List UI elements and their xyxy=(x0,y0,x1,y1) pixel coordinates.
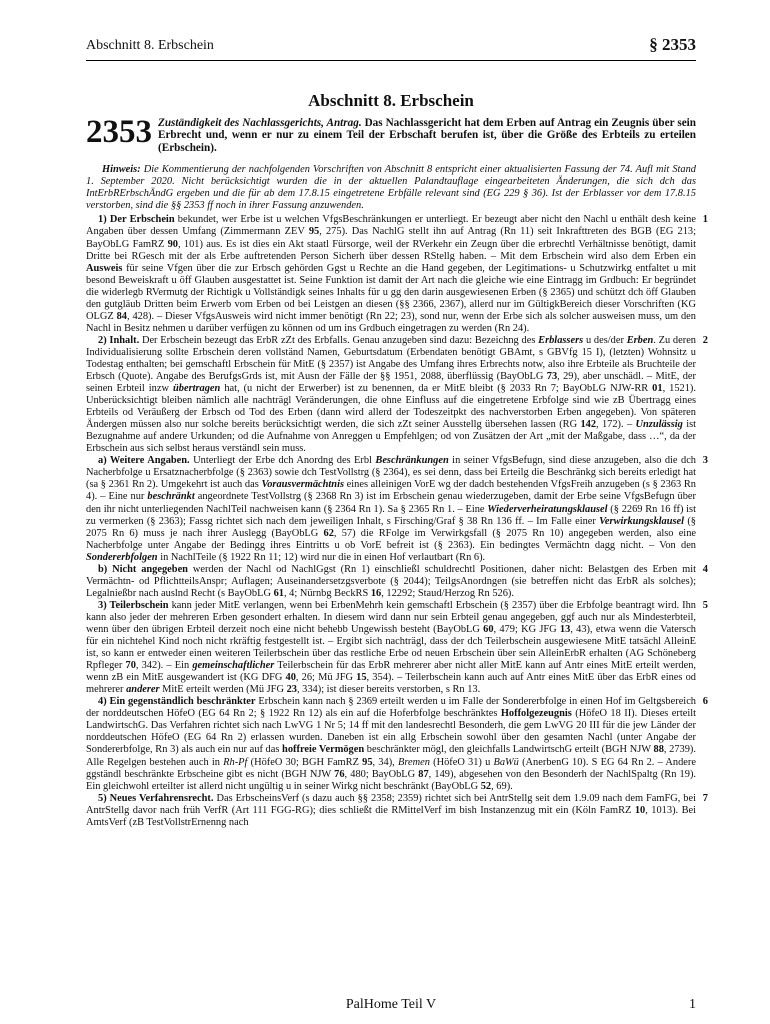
paragraph-text-run: , 4; Nürnbg BeckRS xyxy=(283,587,371,599)
paragraph-text-run: , 342). – Ein xyxy=(135,660,193,672)
paragraph-text-run: , 149), abgesehen von den Besonderh der NachlSpaltg (Rn 19). Ein gleichwohl erteilter ist allerd nicht ungültig u in seiner Wirkg nicht beschränkt (BayObLG xyxy=(86,768,696,792)
paragraph-text-run: Unzulässig xyxy=(635,419,683,431)
paragraph-text-run: , 101) aus. Es ist dies ein Akt staatl Fürsorge, weil der RVerkehr ein Zeugn über die erbrechtl Verhältnisse benötigt, damit Dritte bei RGesch mit der als Erbe auftretenden Person Sicherh über dessen RStellg haben. – Mit dem Erbschein wird also dem Erben ein xyxy=(86,238,697,262)
commentary-paragraph xyxy=(86,334,708,455)
paragraph-text-run: hat, (u nicht der Erwerber) ist zu benennen, da er MitE bleibt (§ 2033 Rn 7; BayObLG NJW-RR xyxy=(220,383,653,395)
margin-number: 3 xyxy=(702,455,708,467)
paragraph-text-run: Vorausvermächtnis xyxy=(261,479,345,491)
note-label: Hinweis: xyxy=(102,164,141,176)
statute-body: Das Nachlassgericht hat dem Erben auf Antrag ein Zeugnis über sein Erbrecht und, wenn er nur zu einem Teil der Erbschaft berufen ist, über die Größe des Erbteils zu erteilen (Erbschein). xyxy=(158,117,696,154)
paragraph-text-run: 52 xyxy=(480,780,492,792)
paragraph-text-run: für seine Vfgen über die zur Erbsch gehörden Ggst u Rechte an die Hand gegeben, der Legitimations- u Schutzwirkg entfaltet u mit besond Beweiskraft u öff Glauben ausgestattet ist. Seine Funktion ist damit der Art nach die gleiche wie eine Eintragg im Grdbuch: Er begründet die widerlegb RVermutg der Richtigk u Vollständigk seines Inhalts für u gg den darin ausgewiesenen Erben (§ 2365) und schützt dch öff Glauben den gutgläub Dritten beim Erwerb vom Erben od bei Leistgen an diesen (§§ 2366, 2367), allerd nur im GültigkBereich dieser Vorschriften (KG OLGZ xyxy=(86,262,696,322)
paragraph-text-run: , 2739). Alle Regelgen bestehen auch in xyxy=(86,744,696,768)
paragraph-text-run: Erblassers xyxy=(538,334,584,346)
paragraph-text-run: beschränkter mögl, den gleichfalls LandwirtschG erteilt (BGH NJW xyxy=(364,744,654,756)
paragraph-text-run: Ausweis xyxy=(86,262,123,274)
header-paragraph-number: § 2353 xyxy=(649,35,696,54)
commentary-paragraph xyxy=(86,214,708,334)
margin-number: 4 xyxy=(702,563,708,575)
paragraph-text-run: 15 xyxy=(356,672,367,684)
paragraph-text-run: , 172). – xyxy=(596,419,636,431)
paragraph-text-run: 3) Teilerbschein xyxy=(98,599,169,611)
paragraph-text-run: 40 xyxy=(285,672,296,684)
paragraph-text-run: kann jeder MitE verlangen, wenn bei ErbenMehrh kein gemschaftl Erbschein (§ 2357) über die Erbfolge beantragt wird. Ihn kann also jeder der mehreren Erben gesondert erhalten. In diesem wird dann nur sein Erbteil genau angegeben, ggf auch nur als Mindesterbteil, wenn über den übrigen Erbteil derzeit noch eine nicht behebb Ungewissh besteht (BayObLG xyxy=(86,599,696,635)
paragraph-text-run: , 12292; Staud/Herzog Rn 526). xyxy=(381,587,514,599)
paragraph-text-run: Beschränkungen xyxy=(375,455,449,467)
paragraph-text-run: 01 xyxy=(652,383,663,395)
paragraph-text-run: ist Bezugnahme auf andere Urkunden; od die Aufnahme von Anreggen u Empfehlgen; od von Zusätzen der Art „mit der Maßgabe, dass …“, da der Erbschein aus sich selbst heraus verständl sein muss. xyxy=(86,419,697,455)
chapter-title: Abschnitt 8. Erbschein xyxy=(308,91,474,110)
paragraph-text-run: , 29), aber unschädl. – MitE, der seinen Erbteil inzw xyxy=(86,371,696,395)
paragraph-text-run: , 43), etwa wenn die Vatersch für ein nichtehel Kind noch nicht rkräftig festgestellt ist. – Ergibt sich nachträgl, dass der dch Teilerbschein ausgewiesene MitE tatsächl AlleinE ist, so kann er entweder einen weiteren Teilerbschein über das restliche Erbe od neuen Erbschein über sein AlleinErbR erhalten (AG Schöneberg Rpfleger xyxy=(86,624,696,672)
commentary-paragraph xyxy=(86,455,708,563)
paragraph-text-run: BaWü xyxy=(493,756,519,768)
paragraph-text-run: eines alleinigen VorE wg der dadch bestehenden VfgsFreih anzugeben (s § 2363 Rn 4). – Eine nur xyxy=(86,479,696,503)
paragraph-text-run: werden der Nachl od NachlGgst (Rn 1) einschließl schuldrechtl Positionen, daher nicht: Belastgen des Erben mit Vermächtn- od PflichtteilsAnspr; Auflagen; Auseinandersetzgsverbote (§ 2044); TeilgsAnordngen (sie betreffen nicht das ErbR als solches); Legalnießbr nach auslnd Recht (s BayObLG xyxy=(86,563,696,599)
paragraph-text-run: , 57) die RFolge im Verwirkgsfall (§ 2075 Rn 10) angegeben werden, also eine Nacherbfolge unter Angabe der Bedingg ihres Eintritts u ob VorE befreit ist (§ 2363). Ein bedingtes Vermächtn dagg nicht. – Von den xyxy=(86,527,696,551)
paragraph-text-run: , 354). – Teilerbschein kann auch auf Antr eines MitE über das ErbR eines od mehrerer xyxy=(86,672,696,696)
statute-title: Zuständigkeit des Nachlassgerichts, Antrag. xyxy=(158,117,362,129)
paragraph-text-run: in seiner VfgsBefugn, sind diese anzugeben, also die dch Nacherbfolge u Ersatznacherbfolge (§ 2363) sowie dch TestVollstrg (§ 2364), es sei denn, dass bei Erteilg die Beschränkg sich bereits erledigt hat (sa § 2361 Rn 2). Umgekehrt ist auch das xyxy=(86,455,697,491)
paragraph-text-run: 1) Der Erbschein xyxy=(98,214,175,226)
paragraph-text-run: hoffreie Vermögen xyxy=(282,744,365,756)
paragraph-text-run: Wiederverheiratungsklausel xyxy=(487,503,608,515)
paragraph-text-run: 90 xyxy=(167,238,178,250)
paragraph-text-run: 73 xyxy=(546,371,558,383)
margin-number: 7 xyxy=(702,792,708,804)
commentary-paragraphs xyxy=(86,214,708,828)
paragraph-text-run: , 428). – Dieser VfgsAusweis wird nicht immer benötigt (Rn 22; 23), sond nur, wenn der Erbe sich als solcher ausweisen muss, um den Nachl in Besitz nehmen u darüber verfügen zu können od um ins Grdbuch eingetragen zu werden (Rn 24). xyxy=(86,310,696,334)
paragraph-text-run: , 26; Mü JFG xyxy=(295,672,357,684)
page-footer xyxy=(86,997,696,1013)
paragraph-text-run: 13 xyxy=(559,624,571,635)
paragraph-text-run: . Zu deren Individualisierung sollte Erbschein deren vollständ Namen, Geburtsdatum (Erbendaten benötigt GBAmt, s GBVfg 15 I), (letzten) Wohnsitz u Todestag enthalten; bei gemschaftl Erbschein für MitE (§ 2357) ist Angabe des Umfang ihres Erbrechts notw, also ihre Erbteile als Bruchteile der Erbsch (Quote). Angabe des BerufgsGrds ist, mit Ausn der Fälle der §§ 1951, 2088, überflüssig (BayObLG xyxy=(86,334,696,383)
paragraph-text-run: Verwirkungsklausel xyxy=(599,515,685,527)
paragraph-text-run: u des/der xyxy=(583,334,627,346)
paragraph-text-run: , 334); ist dieser bereits verstorben, s Rn 13. xyxy=(296,684,481,696)
paragraph-text-run: , 69). xyxy=(491,780,513,792)
paragraph-text-run: Erbschein kann nach § 2369 erteilt werden u im Falle der Sondererbfolge in einen Hof im Geltgsbereich der norddeutschen HöfeO (EG 64 Rn 2; § 1922 Rn 12) als ein auf die Hoferbfolge beschränktes xyxy=(86,696,697,720)
paragraph-text-run: 16 xyxy=(370,587,382,599)
commentary-paragraph xyxy=(86,563,708,600)
paragraph-text-run: Teilerbschein für das ErbR mehrerer aber nicht aller MitE kann auf Antr eines MitE erteilt werden, wenn zB ein MitE ausgewandert ist (KG DFG xyxy=(86,660,697,684)
paragraph-text-run: 2) Inhalt. xyxy=(98,334,140,346)
paragraph-text-run: Hoffolgezeugnis xyxy=(500,708,572,720)
paragraph-text-run: (HöfeO 30; BGH FamRZ xyxy=(247,756,363,768)
running-header xyxy=(86,35,696,58)
header-rule xyxy=(86,60,696,61)
margin-number: 6 xyxy=(702,696,708,708)
paragraph-text-run: , 275). Das NachlG stellt ihn auf Antrag (Rn 11) seit Inkrafttreten des BGB (EG 213; BayObLG FamRZ xyxy=(86,226,696,250)
paragraph-text-run: 70 xyxy=(125,660,136,672)
commentary-paragraph xyxy=(86,599,708,696)
paragraph-text-run: Der Erbschein bezeugt das ErbR zZt des Erbfalls. Genau anzugeben sind dazu: Bezeichng des xyxy=(139,334,539,346)
margin-number: 2 xyxy=(702,334,708,346)
page-number: 1 xyxy=(689,997,696,1012)
paragraph-text-run: in NachlTeile (§ 1922 Rn 11; 12) wird nur die in einen Hof verlautbart (Rn 6). xyxy=(157,551,486,563)
paragraph-text-run: 87 xyxy=(418,768,429,780)
commentary-paragraph xyxy=(86,696,708,792)
paragraph-text-run: 62 xyxy=(323,527,334,539)
paragraph-text-run: (HöfeO 31) u xyxy=(429,756,494,768)
header-section-title: Abschnitt 8. Erbschein xyxy=(86,38,214,53)
paragraph-text-run: anderer xyxy=(126,684,160,696)
paragraph-text-run: 95 xyxy=(362,756,373,768)
paragraph-text-run: 95 xyxy=(308,226,320,238)
paragraph-text-run: (AnerbenG 10). S EG 64 Rn 2. – Andere ggständl beschränkte Erbscheine gibt es nicht (BGH NJW xyxy=(86,756,696,780)
margin-number: 1 xyxy=(702,214,708,226)
paragraph-text-run: 88 xyxy=(653,744,664,756)
paragraph-text-run: Das ErbscheinsVerf (s dazu auch §§ 2358; 2359) richtet sich bei AntrStellg seit dem 1.9.09 nach dem FamFG, bei AntrStellg davor nach früh VerfR (Art 111 FGG-RG); dies schließt die RMittelVerf im bish Instanzenzug mit ein (Köln FamRZ xyxy=(86,792,696,816)
commentary-body xyxy=(86,114,708,972)
paragraph-text-run: Unterliegt der Erbe dch Anordng des Erbl xyxy=(189,455,376,467)
paragraph-text-run: (§ 2075 Rn 6) muss je nach ihrer Auslegg (BayObLG xyxy=(86,515,696,539)
commentary-paragraph xyxy=(86,792,708,829)
paragraph-text-run: 84 xyxy=(116,310,127,322)
paragraph-text-run: Erben xyxy=(626,334,654,346)
paragraph-text-run: Sondererbfolgen xyxy=(86,551,158,563)
paragraph-text-run: , 34), xyxy=(372,756,398,768)
paragraph-text-run: 60 xyxy=(483,624,494,635)
paragraph-text-run: gemeinschaftlicher xyxy=(192,660,275,672)
footer-title: PalHome Teil V xyxy=(345,997,437,1012)
paragraph-text-run: MitE erteilt werden (Mü JFG xyxy=(159,684,287,696)
paragraph-text-run: beschränkt xyxy=(147,491,195,503)
note-text: Die Kommentierung der nachfolgenden Vorschriften von Abschnitt 8 entspricht einer aktualisierten Fassung der 74. Aufl mit Stand 1. September 2020. Nicht berücksichtigt wurden die in der aktuellen Palandtauflage eingearbeiteten Änderungen, die sich dch das IntErbRErbschÄndG ergeben und die für ab dem 17.8.15 eingetretene Erbfälle relevant sind (EG 229 § 36). Ist der Erblasser vor dem 17.8.15 verstorben, sind die §§ 2353 ff noch in ihrer Fassung anzuwenden. xyxy=(86,164,696,212)
paragraph-text-run: 4) Ein gegenständlich beschränkter xyxy=(98,696,256,708)
statute-text xyxy=(86,114,696,154)
paragraph-text-run: , 479; KG JFG xyxy=(493,624,560,635)
statute-number: 2353 xyxy=(86,114,152,150)
paragraph-text-run: (§ 2269 Rn 16 ff) ist zu vermerken (§ 2363); Fassg richtet sich nach dem jeweiligen Inhalt, s Firsching/Graf § 38 Rn 136 ff. – Im Falle einer xyxy=(86,503,696,527)
paragraph-text-run: 142 xyxy=(580,419,597,431)
editorial-note xyxy=(86,164,696,212)
paragraph-text-run: bekundet, wer Erbe ist u welchen VfgsBeschränkungen er unterliegt. Er bezeugt aber nicht den Nachl u enthält desh keine Angaben über dessen Umfang (Zimmermann ZEV xyxy=(86,214,696,238)
paragraph-text-run: 23 xyxy=(286,684,297,696)
paragraph-text-run: 10 xyxy=(634,804,646,816)
paragraph-text-run: übertragen xyxy=(172,383,221,395)
paragraph-text-run: a) Weitere Angaben. xyxy=(98,455,190,467)
paragraph-text-run: 5) Neues Verfahrensrecht. xyxy=(98,792,214,804)
paragraph-text-run: angeordnete TestVollstrg (§ 2368 Rn 3) ist im Erbschein genau wiederzugeben, damit der Erbe seine VfgsBefugn über den ihr nicht unterliegenden NachlTeil nachweisen kann (§ 2364 Rn 1). Sa § 2365 Rn 1. – Eine xyxy=(86,491,696,515)
paragraph-text-run: (HöfeO 18 II). Dieses erteilt LandwirtschG. Das Verfahren richtet sich nach LwVG 1 Nr 5; 14 ff mit den landesrechtl Besonderh, die gem LwVG 20 III für die jew Länder der norddeutschen HöfeO (EG 64 Rn 2) erlassen wurden. Daneben ist ein allg Erbschein sowohl über den gesamten Nachl (unter Angabe der Sondererbfolge, Rn 3) als auch ein nur auf das xyxy=(86,708,696,756)
paragraph-text-run: 61 xyxy=(273,587,284,599)
paragraph-text-run: Rh-Pf xyxy=(223,756,248,768)
paragraph-text-run: , 480; BayObLG xyxy=(344,768,419,780)
paragraph-text-run: , 1013). Bei AmtsVerf (zB TestVollstrErnenng nach xyxy=(86,804,697,828)
paragraph-text-run: , 1521). Unberücksichtigt bleiben nämlich alle nachträgl Veränderungen, die ohne Einfluss auf die eingetretene Erbfolge sind wie zB Übertragg eines Erbteils od Veräußerg der Erbsch od Tod des Erben (dann wird allerd der Todeszeitpkt des nachverstorben Erben angegeben). Von späteren Ändergen müssen also nur solche bereits berücksichtigt werden, die sich zZt seiner Ausstellg übersehen lassen (RG xyxy=(86,383,696,431)
paragraph-text-run: 76 xyxy=(334,768,345,780)
paragraph-text-run: Bremen xyxy=(397,756,430,768)
paragraph-text-run: b) Nicht angegeben xyxy=(98,563,188,575)
margin-number: 5 xyxy=(702,599,708,611)
